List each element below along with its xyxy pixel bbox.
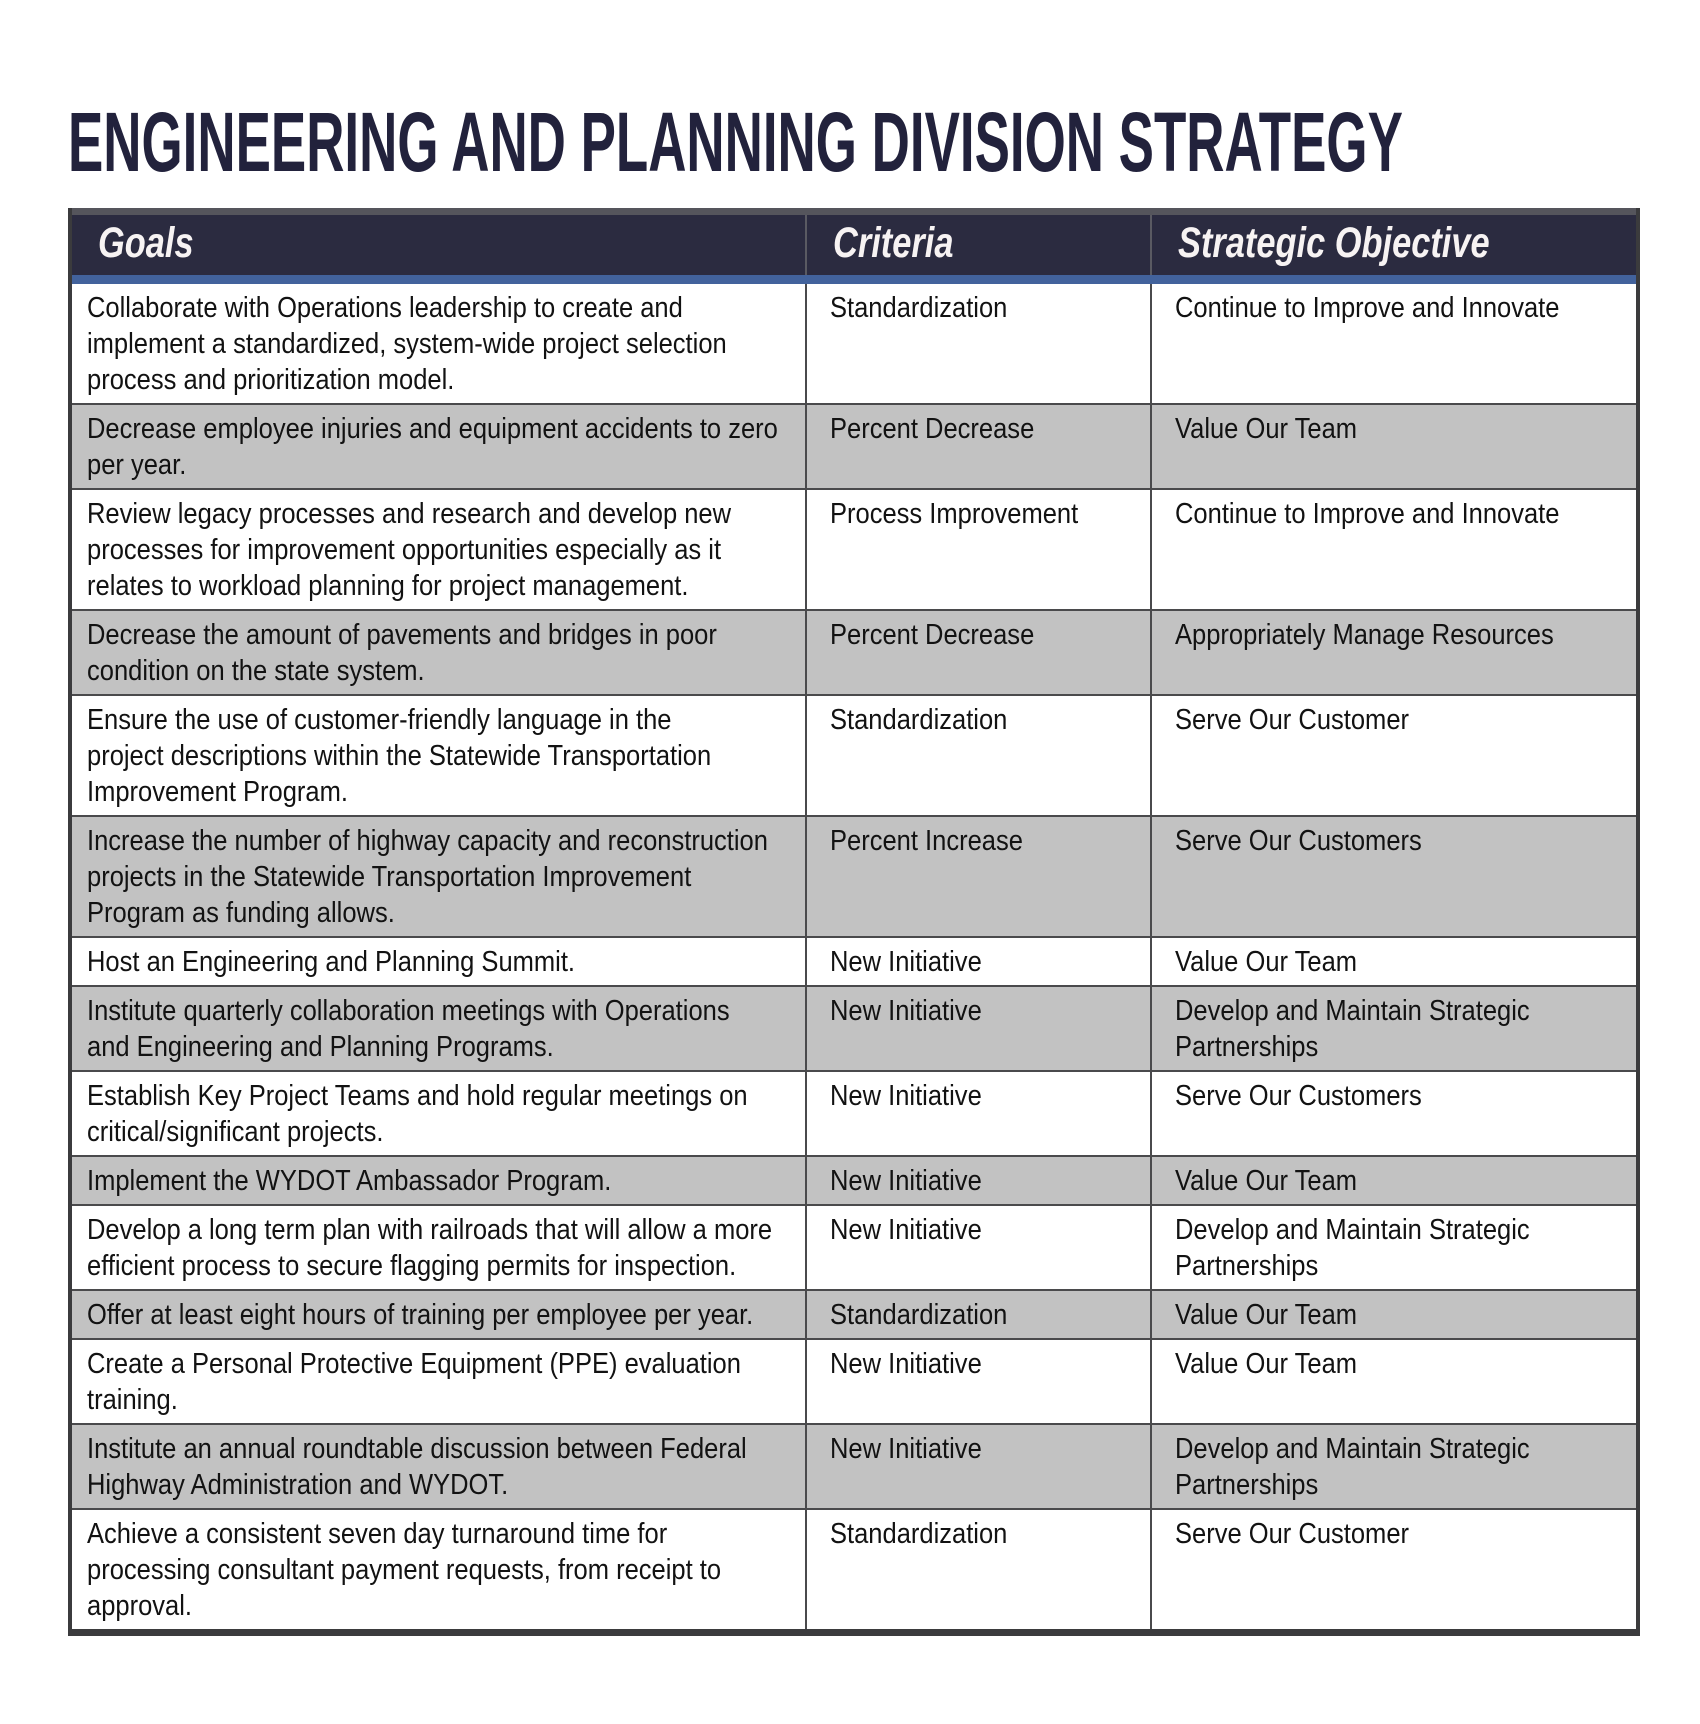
cell-strategic-objective [1150,611,1636,694]
cell-text: Percent Decrease [830,413,1035,446]
cell-strategic-objective [1150,938,1636,985]
cell-criteria [805,1291,1150,1338]
cell-criteria [805,987,1150,1070]
table-row [72,1070,1636,1155]
cell-text: Achieve a consistent seven day turnaround time for processing consultant payment requests, from receipt to approval. [87,1518,722,1623]
cell-strategic-objective [1150,1157,1636,1204]
cell-strategic-objective [1150,284,1636,403]
cell-text: Value Our Team [1175,1348,1358,1381]
page-title [68,95,1700,189]
table-body [72,284,1636,1629]
cell-text: Establish Key Project Teams and hold regular meetings on critical/significant projects. [87,1080,748,1149]
table-row [72,936,1636,985]
cell-text: Review legacy processes and research and develop new processes for improvement opportunities especially as it relates to workload planning for project management. [87,498,732,603]
cell-criteria [805,1072,1150,1155]
cell-strategic-objective [1150,1206,1636,1289]
table-row [72,1338,1636,1423]
cell-goal [72,405,805,488]
cell-text: Standardization [830,1299,1008,1332]
table-row [72,284,1636,403]
cell-strategic-objective [1150,1072,1636,1155]
cell-text: Decrease the amount of pavements and bridges in poor condition on the state system. [87,619,717,688]
cell-text: Serve Our Customer [1175,704,1410,737]
column-header-label: Strategic Objective [1178,219,1490,267]
cell-strategic-objective [1150,817,1636,936]
page-title-text: ENGINEERING AND PLANNING DIVISION STRATEGY [68,95,1403,189]
cell-text: Standardization [830,292,1008,325]
cell-text: Value Our Team [1175,946,1358,979]
cell-text: Develop and Maintain Strategic Partnerships [1175,1214,1530,1283]
cell-goal [72,987,805,1070]
cell-goal [72,1291,805,1338]
cell-criteria [805,1206,1150,1289]
cell-text: Value Our Team [1175,413,1358,446]
table-row [72,1155,1636,1204]
cell-text: Serve Our Customers [1175,1080,1422,1113]
cell-goal [72,1425,805,1508]
cell-text: Develop and Maintain Strategic Partnerships [1175,995,1530,1064]
cell-strategic-objective [1150,405,1636,488]
cell-text: Value Our Team [1175,1165,1358,1198]
cell-goal [72,1340,805,1423]
table-row [72,815,1636,936]
cell-text: New Initiative [830,1165,982,1198]
cell-criteria [805,696,1150,815]
column-header-label: Criteria [833,219,954,267]
table-row [72,694,1636,815]
cell-criteria [805,1340,1150,1423]
cell-text: Create a Personal Protective Equipment (PPE) evaluation training. [87,1348,741,1417]
cell-goal [72,1072,805,1155]
cell-text: New Initiative [830,946,982,979]
cell-criteria [805,284,1150,403]
cell-goal [72,284,805,403]
cell-strategic-objective [1150,490,1636,609]
cell-text: Appropriately Manage Resources [1175,619,1554,652]
cell-criteria [805,611,1150,694]
cell-strategic-objective [1150,1340,1636,1423]
column-header-label: Goals [98,219,194,267]
cell-text: New Initiative [830,1080,982,1113]
cell-text: Serve Our Customer [1175,1518,1410,1551]
column-header-strategic-objective [1150,215,1636,275]
cell-text: Continue to Improve and Innovate [1175,498,1560,531]
cell-text: Ensure the use of customer-friendly language in the project descriptions within the Statewide Transportation Improvement Program. [87,704,712,809]
cell-text: Value Our Team [1175,1299,1358,1332]
cell-strategic-objective [1150,1510,1636,1629]
cell-criteria [805,405,1150,488]
cell-text: Develop and Maintain Strategic Partnerships [1175,1433,1530,1502]
cell-text: New Initiative [830,1348,982,1381]
table-row [72,609,1636,694]
cell-text: Increase the number of highway capacity and reconstruction projects in the Statewide Transportation Improvement Program as funding allows. [87,825,768,930]
table-row [72,1289,1636,1338]
table-row [72,1423,1636,1508]
cell-text: Collaborate with Operations leadership to create and implement a standardized, system-wide project selection process and prioritization model. [87,292,727,397]
cell-strategic-objective [1150,987,1636,1070]
cell-text: Institute quarterly collaboration meetings with Operations and Engineering and Planning Programs. [87,995,730,1064]
cell-goal [72,1510,805,1629]
cell-text: Implement the WYDOT Ambassador Program. [87,1165,612,1198]
table-row [72,488,1636,609]
cell-text: New Initiative [830,1214,982,1247]
table-row [72,403,1636,488]
table-header-row [72,208,1636,275]
cell-text: Develop a long term plan with railroads that will allow a more efficient process to secure flagging permits for inspection. [87,1214,773,1283]
table-row [72,1204,1636,1289]
cell-text: Continue to Improve and Innovate [1175,292,1560,325]
cell-goal [72,817,805,936]
strategy-table [68,208,1640,1636]
cell-criteria [805,817,1150,936]
column-header-goals [72,215,805,275]
cell-strategic-objective [1150,696,1636,815]
cell-text: Offer at least eight hours of training per employee per year. [87,1299,754,1332]
cell-criteria [805,938,1150,985]
cell-text: Percent Increase [830,825,1023,858]
cell-text: Process Improvement [830,498,1079,531]
cell-goal [72,1206,805,1289]
cell-text: Institute an annual roundtable discussion between Federal Highway Administration and WYDOT. [87,1433,747,1502]
cell-text: Percent Decrease [830,619,1035,652]
cell-criteria [805,1510,1150,1629]
table-row [72,985,1636,1070]
cell-strategic-objective [1150,1291,1636,1338]
cell-text: Standardization [830,1518,1008,1551]
cell-goal [72,696,805,815]
cell-text: Decrease employee injuries and equipment accidents to zero per year. [87,413,778,482]
cell-goal [72,938,805,985]
header-accent-line [72,275,1636,284]
cell-goal [72,490,805,609]
cell-goal [72,1157,805,1204]
column-header-criteria [805,215,1150,275]
table-row [72,1508,1636,1629]
cell-goal [72,611,805,694]
cell-text: Serve Our Customers [1175,825,1422,858]
cell-text: New Initiative [830,1433,982,1466]
cell-strategic-objective [1150,1425,1636,1508]
cell-criteria [805,490,1150,609]
cell-text: Standardization [830,704,1008,737]
cell-text: Host an Engineering and Planning Summit. [87,946,576,979]
cell-text: New Initiative [830,995,982,1028]
cell-criteria [805,1157,1150,1204]
cell-criteria [805,1425,1150,1508]
